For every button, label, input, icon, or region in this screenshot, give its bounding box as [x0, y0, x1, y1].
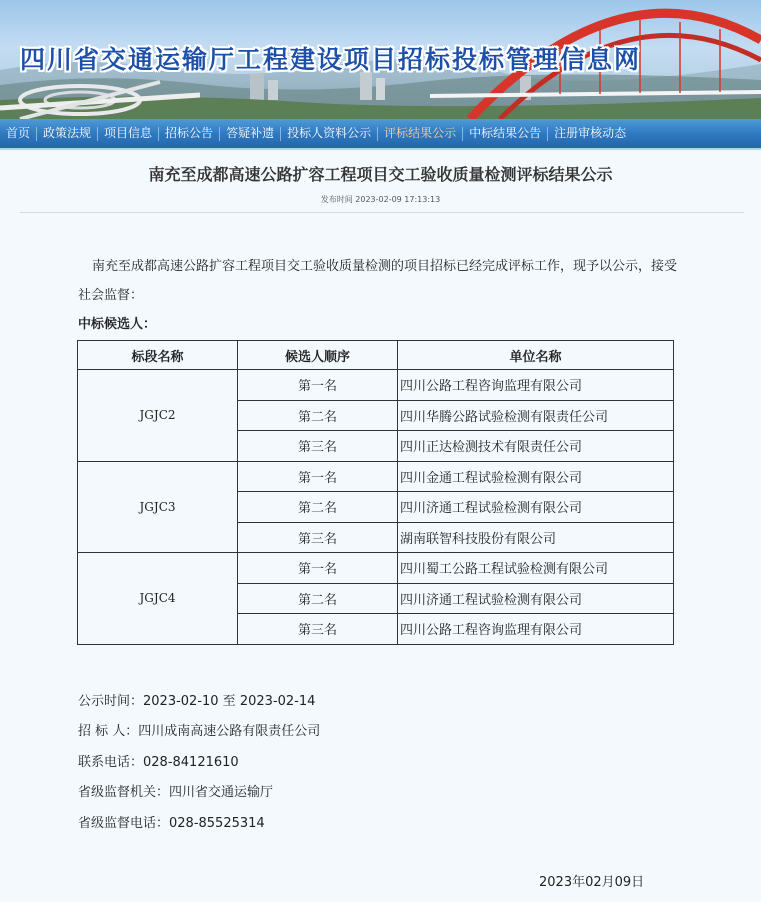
tenderer: 招 标 人：四川成南高速公路有限责任公司 — [78, 724, 321, 739]
unit-cell: 四川公路工程咨询监理有限公司 — [398, 614, 674, 645]
nav-item-tender-notice[interactable]: 招标公告 — [165, 126, 214, 140]
intro-paragraph: 南充至成都高速公路扩容工程项目交工验收质量检测的项目招标已经完成评标工作，现予以公示，接受社会监督： — [78, 259, 678, 303]
unit-cell: 四川正达检测技术有限责任公司 — [398, 431, 674, 462]
order-cell: 第一名 — [238, 461, 398, 492]
order-cell: 第二名 — [238, 492, 398, 523]
nav-separator — [377, 127, 378, 141]
order-cell: 第三名 — [238, 522, 398, 553]
sign-date: 2023年02月09日 — [539, 875, 645, 890]
order-cell: 第二名 — [238, 400, 398, 431]
nav-separator — [219, 127, 220, 141]
title-divider — [20, 212, 744, 213]
order-cell: 第一名 — [238, 370, 398, 401]
nav-item-award-notice[interactable]: 中标结果公告 — [469, 126, 542, 140]
site-title: 四川省交通运输厅工程建设项目招标投标管理信息网 — [20, 45, 642, 74]
header-banner — [0, 0, 761, 119]
order-cell: 第三名 — [238, 431, 398, 462]
header-section-name: 标段名称 — [78, 341, 238, 370]
candidates-table — [77, 340, 674, 645]
unit-cell: 四川蜀工公路工程试验检测有限公司 — [398, 553, 674, 584]
supervising-authority: 省级监督机关：四川省交通运输厅 — [78, 785, 274, 800]
section-name-cell: JGJC3 — [78, 461, 238, 553]
nav-separator — [547, 127, 548, 141]
nav-item-home[interactable]: 首页 — [6, 126, 31, 140]
unit-cell: 四川华腾公路试验检测有限责任公司 — [398, 400, 674, 431]
unit-cell: 四川济通工程试验检测有限公司 — [398, 583, 674, 614]
publicity-period: 公示时间：2023-02-10 至 2023-02-14 — [78, 694, 316, 709]
nav-separator — [462, 127, 463, 141]
header-candidate-order: 候选人顺序 — [238, 341, 398, 370]
unit-cell: 四川金通工程试验检测有限公司 — [398, 461, 674, 492]
candidates-heading: 中标候选人： — [78, 317, 157, 332]
unit-cell: 湖南联智科技股份有限公司 — [398, 522, 674, 553]
contact-phone: 联系电话：028-84121610 — [78, 755, 239, 770]
order-cell: 第一名 — [238, 553, 398, 584]
nav-item-project-info[interactable]: 项目信息 — [104, 126, 153, 140]
table-row — [78, 553, 674, 584]
nav-item-policy[interactable]: 政策法规 — [43, 126, 92, 140]
section-name-cell: JGJC2 — [78, 370, 238, 462]
nav-item-bidder-info[interactable]: 投标人资料公示 — [287, 126, 372, 140]
table-row — [78, 370, 674, 401]
unit-cell: 四川济通工程试验检测有限公司 — [398, 492, 674, 523]
nav-separator — [36, 127, 37, 141]
header-unit-name: 单位名称 — [398, 341, 674, 370]
section-name-cell: JGJC4 — [78, 553, 238, 645]
nav-separator — [280, 127, 281, 141]
nav-item-registration-review[interactable]: 注册审核动态 — [554, 126, 627, 140]
nav-item-qa-supplement[interactable]: 答疑补遗 — [226, 126, 275, 140]
article-title: 南充至成都高速公路扩容工程项目交工验收质量检测评标结果公示 — [148, 165, 613, 184]
main-nav — [0, 119, 761, 150]
table-row — [78, 461, 674, 492]
nav-item-evaluation-results[interactable]: 评标结果公示 — [384, 126, 457, 140]
table-header-row — [78, 341, 674, 370]
order-cell: 第二名 — [238, 583, 398, 614]
publish-time: 发布时间 2023-02-09 17:13:13 — [320, 195, 441, 204]
unit-cell: 四川公路工程咨询监理有限公司 — [398, 370, 674, 401]
supervision-phone: 省级监督电话：028-85525314 — [78, 816, 265, 831]
nav-separator — [97, 127, 98, 141]
nav-separator — [158, 127, 159, 141]
order-cell: 第三名 — [238, 614, 398, 645]
